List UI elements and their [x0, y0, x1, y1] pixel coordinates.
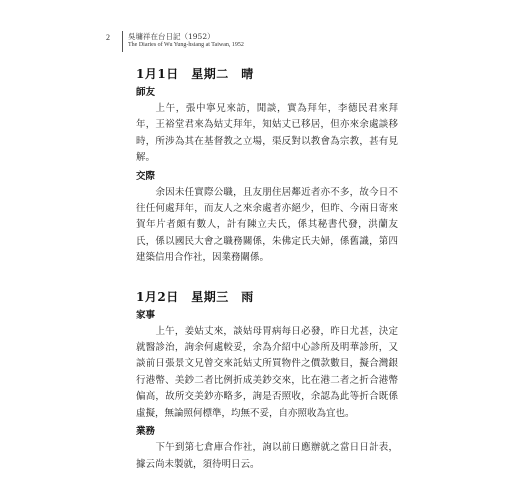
diary-entry [136, 289, 398, 473]
section-title: 交際 [136, 170, 156, 182]
section-paragraph: 上午，張中寧兄來訪，閒談，實為拜年，李德民君來拜年，王裕堂君來為姑丈拜年，知姑丈已移居，但亦來余處談移時，所涉為其在基督教之立場，渠反對以教會為宗教，甚有見解。 [136, 103, 398, 164]
running-title-chinese: 吳墉祥在台日記（1952） [128, 32, 215, 41]
diary-body [136, 66, 398, 473]
entry-date-heading: 1月2日 星期三 雨 [136, 289, 254, 304]
page-number: 2 [106, 33, 110, 42]
header-divider [122, 31, 123, 52]
section-paragraph: 上午，姜姑丈來，談姑母胃病每日必發，昨日尤甚，決定就醫診治，詢余何處較妥，余為介紹中心診所及明華診所，又談前日張景文兄曾交來託姑丈所買物件之價款數目，擬合灣銀行港幣、美鈔二者比例折成美鈔交來，比在港二者之折合港幣偏高，故所交美鈔亦略多，詢是否照收，余認為此等折合既係虛擬，無論照何標準，均無不妥，自亦照收為宜也。 [136, 325, 398, 419]
section-title: 業務 [136, 426, 156, 438]
section-paragraph: 下午到第七倉庫合作社，詢以前日應辦就之當日日計表，據云尚未製就，須待明日云。 [136, 442, 398, 470]
section-title: 師友 [136, 87, 156, 98]
section-paragraph: 余因未任實際公職，且友朋住居鄰近者亦不多，故今日不往任何處拜年，而友人之來余處者亦絕少，但昨、今兩日寄來賀年片者頗有數人，計有陳立夫氏，係其秘書代發，洪蘭友氏，係以國民大會之職務關係，朱佛定氏夫婦，係舊識，第四建築信用合作社，因業務關係。 [136, 186, 398, 264]
entry-date-heading: 1月1日 星期二 晴 [136, 67, 254, 81]
diary-entry [136, 66, 398, 267]
section-title: 家事 [136, 309, 156, 321]
running-title-english: The Diaries of Wu Yung-hsiang at Taiwan, 1952 [128, 42, 244, 48]
